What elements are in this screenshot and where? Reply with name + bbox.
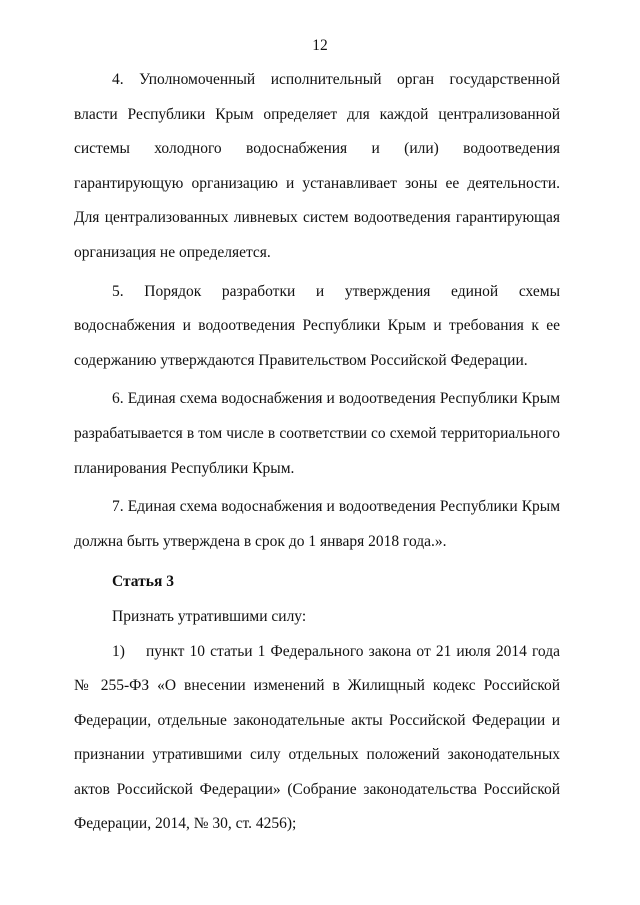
article-heading: Статья 3	[112, 573, 174, 591]
article-intro: Признать утратившими силу:	[112, 607, 307, 625]
page-number: 12	[312, 37, 328, 54]
list-item	[74, 635, 560, 843]
paragraph-5: 5. Порядок разработки и утверждения единой схемы водоснабжения и водоотведения Республики Крым и требования к ее содержанию утверждаются Правительством Российской Федерации.	[74, 282, 560, 369]
list-item-text: пункт 10 статьи 1 Федерального закона от 21 июля 2014 года № 255-ФЗ «О внесении изменений в Жилищный кодекс Российской Федерации, отдельные законодательные акты Российской Федерации и признании утратившими силу отдельных положений законодательных актов Российской Федерации» (Собрание законодательства Российской Федерации, 2014, № 30, ст. 4256);	[74, 642, 560, 833]
document-body	[74, 63, 560, 842]
paragraph-7: 7. Единая схема водоснабжения и водоотведения Республики Крым должна быть утверждена в срок до 1 января 2018 года.».	[74, 498, 560, 550]
list-item-number: 1)	[112, 642, 125, 660]
paragraph-6: 6. Единая схема водоснабжения и водоотведения Республики Крым разрабатывается в том числе в соответствии со схемой территориального планирования Республики Крым.	[74, 390, 560, 477]
paragraph-4: 4. Уполномоченный исполнительный орган государственной власти Республики Крым определяет для каждой централизованной системы холодного водоснабжения и (или) водоотведения гарантирующую организацию и устанавливает зоны ее деятельности. Для централизованных ливневых систем водоотведения гарантирующая организация не определяется.	[74, 71, 560, 261]
